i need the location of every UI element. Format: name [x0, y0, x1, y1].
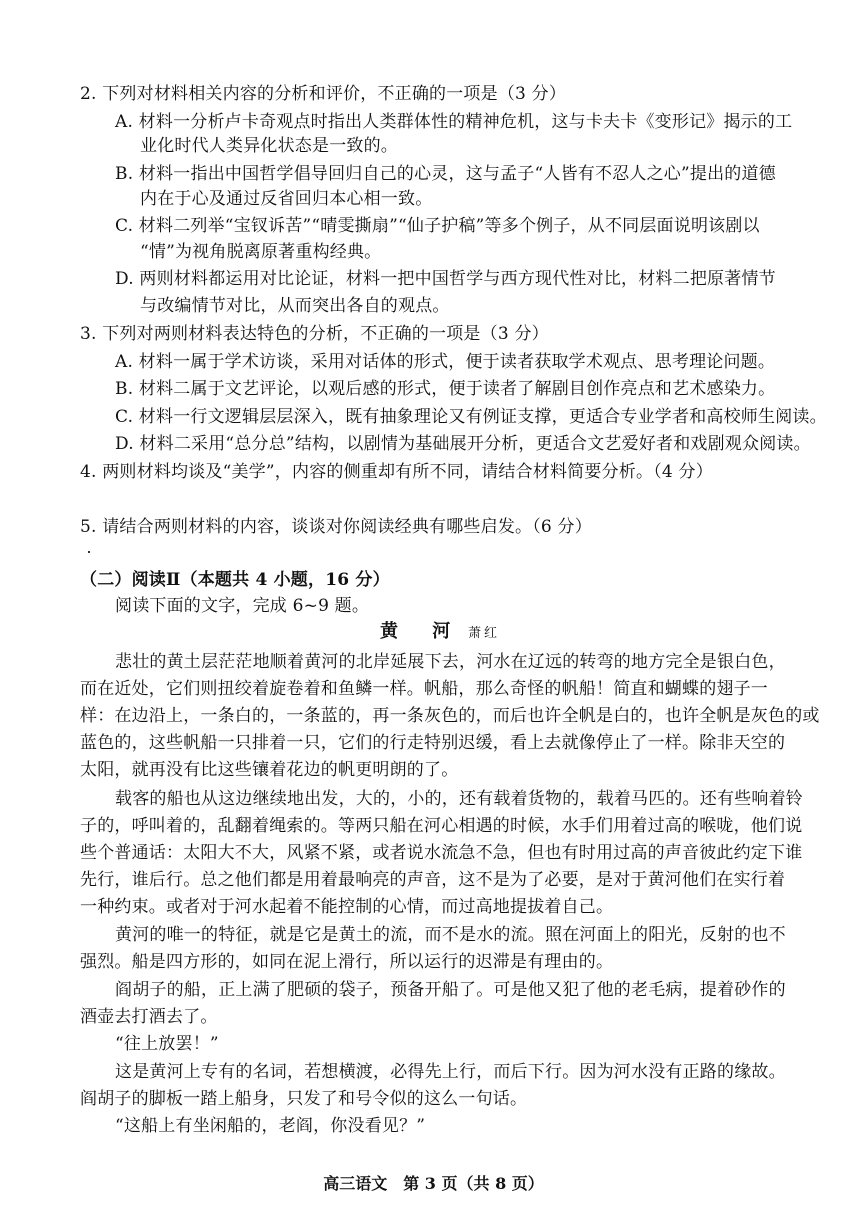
question-3-option-a: A. 材料一属于学术访谈，采用对话体的形式，便于读者获取学术观点、思考理论问题。 [115, 352, 776, 372]
passage-line: “这船上有坐闲船的，老阎，你没看见？” [115, 1116, 426, 1136]
section-heading: （二）阅读Ⅱ（本题共 4 小题，16 分） [80, 570, 390, 590]
question-2-option-a: A. 材料一分析卢卡奇观点时指出人类群体性的精神危机，这与卡夫卡《变形记》揭示的工 [115, 112, 793, 132]
passage-author: 萧红 [468, 626, 501, 641]
passage-line: 阎胡子的船，正上满了肥硕的袋子，预备开船了。可是他又犯了他的老毛病，提着砂作的 [115, 980, 786, 1000]
passage-line: 悲壮的黄土层茫茫地顺着黄河的北岸延展下去，河水在辽远的转弯的地方完全是银白色， [115, 652, 786, 672]
question-2-option-c-cont: “情”为视角脱离原著重构经典。 [140, 242, 382, 262]
passage-line: 载客的船也从这边继续地出发，大的，小的，还有载着货物的，载着马匹的。还有些响着铃 [115, 789, 803, 809]
passage-line: 强烈。船是四方形的，如同在泥上滑行，所以运行的迟滞是有理由的。 [80, 952, 614, 972]
passage-line: 一种约束。或者对于河水起着不能控制的心情，而过高地提拔着自己。 [80, 897, 614, 917]
passage-line: “往上放罢！” [115, 1034, 219, 1054]
passage-line: 子的，呼叫着的，乱翻着绳索的。等两只船在河心相遇的时候，水手们用着过高的喉咙，他们说 [80, 816, 803, 836]
section-instruction: 阅读下面的文字，完成 6~9 题。 [115, 596, 370, 616]
question-2-option-b: B. 材料一指出中国哲学倡导回归自己的心灵，这与孟子“人皆有不忍人之心”提出的道德 [115, 164, 776, 184]
question-2-option-c: C. 材料二列举“宝钗诉苦”“晴雯撕扇”“仙子护稿”等多个例子，从不同层面说明该剧以 [115, 216, 760, 236]
passage-line: 蓝色的，这些帆船一只排着一只，它们的行走特别迟缓，看上去就像停止了一样。除非天空的 [80, 733, 786, 753]
question-3-option-c: C. 材料一行文逻辑层层深入，既有抽象理论又有例证支撑，更适合专业学者和高校师生阅读。 [115, 407, 827, 427]
page-footer: 高三语文 第 3 页（共 8 页） [323, 1174, 544, 1193]
passage-line: 样：在边沿上，一条白的，一条蓝的，再一条灰色的，而后也许全帆是白的，也许全帆是灰色的或 [80, 706, 820, 726]
question-4: 4. 两则材料均谈及“美学”，内容的侧重却有所不同，请结合材料简要分析。（4 分） [80, 462, 713, 482]
passage-line: 这是黄河上专有的名词，若想横渡，必得先上行，而后下行。因为河水没有正路的缘故。 [115, 1062, 786, 1082]
question-3-stem: 3. 下列对两则材料表达特色的分析，不正确的一项是（3 分） [80, 324, 549, 344]
passage-line: 些个普通话：太阳大不大，风紧不紧，或者说水流急不急，但也有时用过高的声音彼此约定下谁 [80, 843, 803, 863]
passage-title: 黄 河 [380, 621, 465, 642]
question-5: 5. 请结合两则材料的内容，谈谈对你阅读经典有哪些启发。（6 分） [80, 517, 592, 537]
passage-line: 而在近处，它们则扭绞着旋卷着和鱼鳞一样。帆船，那么奇怪的帆船！简直和蝴蝶的翅子一 [80, 679, 768, 699]
passage-line: 太阳，就再没有比这些镶着花边的帆更明朗的了。 [80, 760, 459, 780]
question-2-option-b-cont: 内在于心及通过反省回归本心相一致。 [140, 189, 433, 209]
question-2-option-a-cont: 业化时代人类异化状态是一致的。 [140, 136, 398, 156]
question-2-option-d-cont: 与改编情节对比，从而突出各自的观点。 [140, 296, 450, 316]
question-2-stem: 2. 下列对材料相关内容的分析和评价，不正确的一项是（3 分） [80, 84, 567, 104]
passage-line: 酒壶去打酒去了。 [80, 1007, 218, 1027]
passage-line: 先行，谁后行。总之他们都是用着最响亮的声音，这不是为了必要，是对于黄河他们在实行着 [80, 870, 786, 890]
question-3-option-d: D. 材料二采用“总分总”结构，以剧情为基础展开分析，更适合文艺爱好者和戏剧观众阅读。 [115, 434, 811, 454]
passage-line: 阎胡子的脚板一踏上船身，只发了和号令似的这么一句话。 [80, 1089, 528, 1109]
stray-dot [88, 551, 90, 553]
question-2-option-d: D. 两则材料都运用对比论证，材料一把中国哲学与西方现代性对比，材料二把原著情节 [115, 269, 776, 289]
question-3-option-b: B. 材料二属于文艺评论，以观后感的形式，便于读者了解剧目创作亮点和艺术感染力。 [115, 379, 776, 399]
passage-line: 黄河的唯一的特征，就是它是黄土的流，而不是水的流。照在河面上的阳光，反射的也不 [115, 925, 786, 945]
